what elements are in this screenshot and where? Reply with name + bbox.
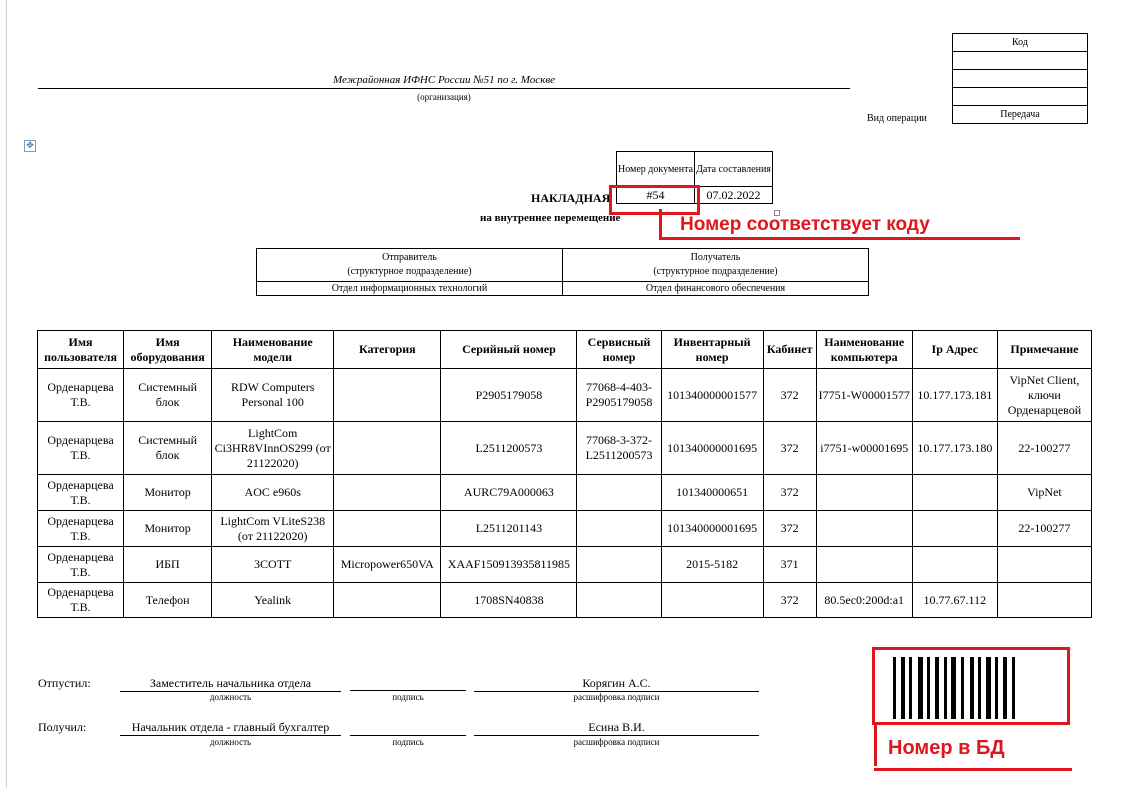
table-cell: ИБП <box>124 547 212 583</box>
table-cell: 80.5ec0:200d:a1 <box>816 583 912 618</box>
receiver-header <box>563 249 869 282</box>
table-cell: Орденарцева Т.В. <box>38 422 124 475</box>
table-cell: VipNet Client, ключи Орденарцевой <box>997 369 1091 422</box>
table-cell: P2905179058 <box>441 369 577 422</box>
table-cell: Телефон <box>124 583 212 618</box>
table-cell: 10.177.173.180 <box>912 422 997 475</box>
column-header: Имя оборудования <box>124 331 212 369</box>
table-cell: 1708SN40838 <box>441 583 577 618</box>
column-header: Наименование модели <box>212 331 334 369</box>
signature-caption: подпись <box>392 692 424 702</box>
document-title: НАКЛАДНАЯ <box>531 191 611 205</box>
signature-line <box>350 735 466 736</box>
table-cell: Монитор <box>124 511 212 547</box>
signature-line <box>350 690 466 691</box>
doc-number: #54 <box>617 187 695 204</box>
table-row <box>38 547 1092 583</box>
table-cell: Орденарцева Т.В. <box>38 547 124 583</box>
code-label: Код <box>953 34 1088 52</box>
table-cell <box>334 369 441 422</box>
column-header: Ip Адрес <box>912 331 997 369</box>
released-name: Корягин А.С. <box>474 676 759 692</box>
table-cell <box>577 547 661 583</box>
table-cell: L2511201143 <box>441 511 577 547</box>
code-table <box>952 33 1088 124</box>
position-caption: должность <box>209 692 252 702</box>
table-row <box>38 422 1092 475</box>
page-edge <box>6 0 7 788</box>
received-label: Получил: <box>38 720 87 734</box>
table-header-row <box>38 331 1092 369</box>
db-annotation-underline <box>874 768 1072 771</box>
received-position: Начальник отдела - главный бухгалтер <box>120 720 341 736</box>
table-cell: Системный блок <box>124 369 212 422</box>
sender-header <box>257 249 563 282</box>
operation-label: Вид операции <box>867 113 927 124</box>
table-cell: 3COTT <box>212 547 334 583</box>
table-cell <box>816 511 912 547</box>
table-cell <box>577 583 661 618</box>
code-cell <box>953 70 1088 88</box>
table-cell <box>334 583 441 618</box>
column-header: Сервисный номер <box>577 331 661 369</box>
db-note: Номер в БД <box>888 737 1005 759</box>
receiver-label: Получатель <box>690 252 741 263</box>
table-cell: 372 <box>763 422 816 475</box>
column-header: Серийный номер <box>441 331 577 369</box>
table-cell: 77068-4-403-P2905179058 <box>577 369 661 422</box>
receiver-value: Отдел финансового обеспечения <box>563 282 869 296</box>
table-cell: i7751-w00001695 <box>816 422 912 475</box>
table-cell: 10.177.173.181 <box>912 369 997 422</box>
operation-value: Передача <box>953 106 1088 124</box>
table-cell: 2015-5182 <box>661 547 763 583</box>
document-subtitle: на внутреннее перемещение <box>480 212 621 224</box>
table-cell: 372 <box>763 475 816 511</box>
table-cell: L2511200573 <box>441 422 577 475</box>
column-header: Примечание <box>997 331 1091 369</box>
table-cell: 22-100277 <box>997 511 1091 547</box>
table-cell: LightCom Ci3HR8VInnOS299 (от 21122020) <box>212 422 334 475</box>
sender-caption: (структурное подразделение) <box>347 266 472 277</box>
receiver-caption: (структурное подразделение) <box>653 266 778 277</box>
signature-caption: подпись <box>392 737 424 747</box>
doc-date: 07.02.2022 <box>695 187 773 204</box>
table-cell: 10.77.67.112 <box>912 583 997 618</box>
table-cell <box>912 547 997 583</box>
table-cell <box>334 475 441 511</box>
column-header: Категория <box>334 331 441 369</box>
table-cell: I7751-W00001577 <box>816 369 912 422</box>
table-cell <box>912 475 997 511</box>
sender-label: Отправитель <box>382 252 437 263</box>
organization-caption: (организация) <box>417 92 471 102</box>
table-cell <box>577 511 661 547</box>
table-cell: Системный блок <box>124 422 212 475</box>
table-cell: 77068-3-372-L2511200573 <box>577 422 661 475</box>
table-cell: XAAF150913935811985 <box>441 547 577 583</box>
decode-caption: расшифровка подписи <box>573 737 660 747</box>
barcode-icon <box>893 657 1015 719</box>
column-header: Кабинет <box>763 331 816 369</box>
column-header: Наименование компьютера <box>816 331 912 369</box>
table-move-handle-icon[interactable]: ✥ <box>24 140 36 152</box>
table-cell: Yealink <box>212 583 334 618</box>
table-cell: 101340000651 <box>661 475 763 511</box>
code-cell <box>953 52 1088 70</box>
code-cell <box>953 88 1088 106</box>
table-cell: Орденарцева Т.В. <box>38 475 124 511</box>
organization-name: Межрайонная ИФНС России №51 по г. Москве <box>38 74 850 89</box>
table-cell <box>816 475 912 511</box>
annotation-line <box>659 209 662 240</box>
position-caption: должность <box>209 737 252 747</box>
table-cell: 101340000001695 <box>661 422 763 475</box>
table-cell: Орденарцева Т.В. <box>38 369 124 422</box>
table-cell: 22-100277 <box>997 422 1091 475</box>
table-cell <box>334 511 441 547</box>
table-row <box>38 511 1092 547</box>
released-label: Отпустил: <box>38 676 91 690</box>
sender-receiver-table <box>256 248 869 296</box>
table-cell <box>997 547 1091 583</box>
released-position: Заместитель начальника отдела <box>120 676 341 692</box>
table-cell: Монитор <box>124 475 212 511</box>
table-row <box>38 583 1092 618</box>
table-cell <box>661 583 763 618</box>
table-cell <box>997 583 1091 618</box>
column-header: Инвентарный номер <box>661 331 763 369</box>
sender-value: Отдел информационных технологий <box>257 282 563 296</box>
table-cell <box>912 511 997 547</box>
equipment-table <box>37 330 1092 618</box>
table-row <box>38 475 1092 511</box>
table-cell: 372 <box>763 583 816 618</box>
table-cell: AOC e960s <box>212 475 334 511</box>
number-note: Номер соответствует коду <box>680 214 930 235</box>
number-highlight-box <box>609 185 700 215</box>
table-cell <box>334 422 441 475</box>
decode-caption: расшифровка подписи <box>573 692 660 702</box>
table-cell: VipNet <box>997 475 1091 511</box>
table-cell: LightCom VLiteS238 (от 21122020) <box>212 511 334 547</box>
doc-date-label: Дата составления <box>695 152 773 187</box>
table-cell: 371 <box>763 547 816 583</box>
table-cell: Micropower650VA <box>334 547 441 583</box>
doc-number-label: Номер документа <box>617 152 695 187</box>
table-row <box>38 369 1092 422</box>
table-cell <box>577 475 661 511</box>
table-cell: Орденарцева Т.В. <box>38 511 124 547</box>
received-name: Есина В.И. <box>474 720 759 736</box>
column-header: Имя пользователя <box>38 331 124 369</box>
table-cell: 372 <box>763 369 816 422</box>
table-cell: Орденарцева Т.В. <box>38 583 124 618</box>
table-cell: 101340000001577 <box>661 369 763 422</box>
table-cell <box>816 547 912 583</box>
annotation-underline <box>659 237 1020 240</box>
table-cell: 372 <box>763 511 816 547</box>
table-cell: AURC79A000063 <box>441 475 577 511</box>
table-cell: RDW Computers Personal 100 <box>212 369 334 422</box>
table-cell: 101340000001695 <box>661 511 763 547</box>
